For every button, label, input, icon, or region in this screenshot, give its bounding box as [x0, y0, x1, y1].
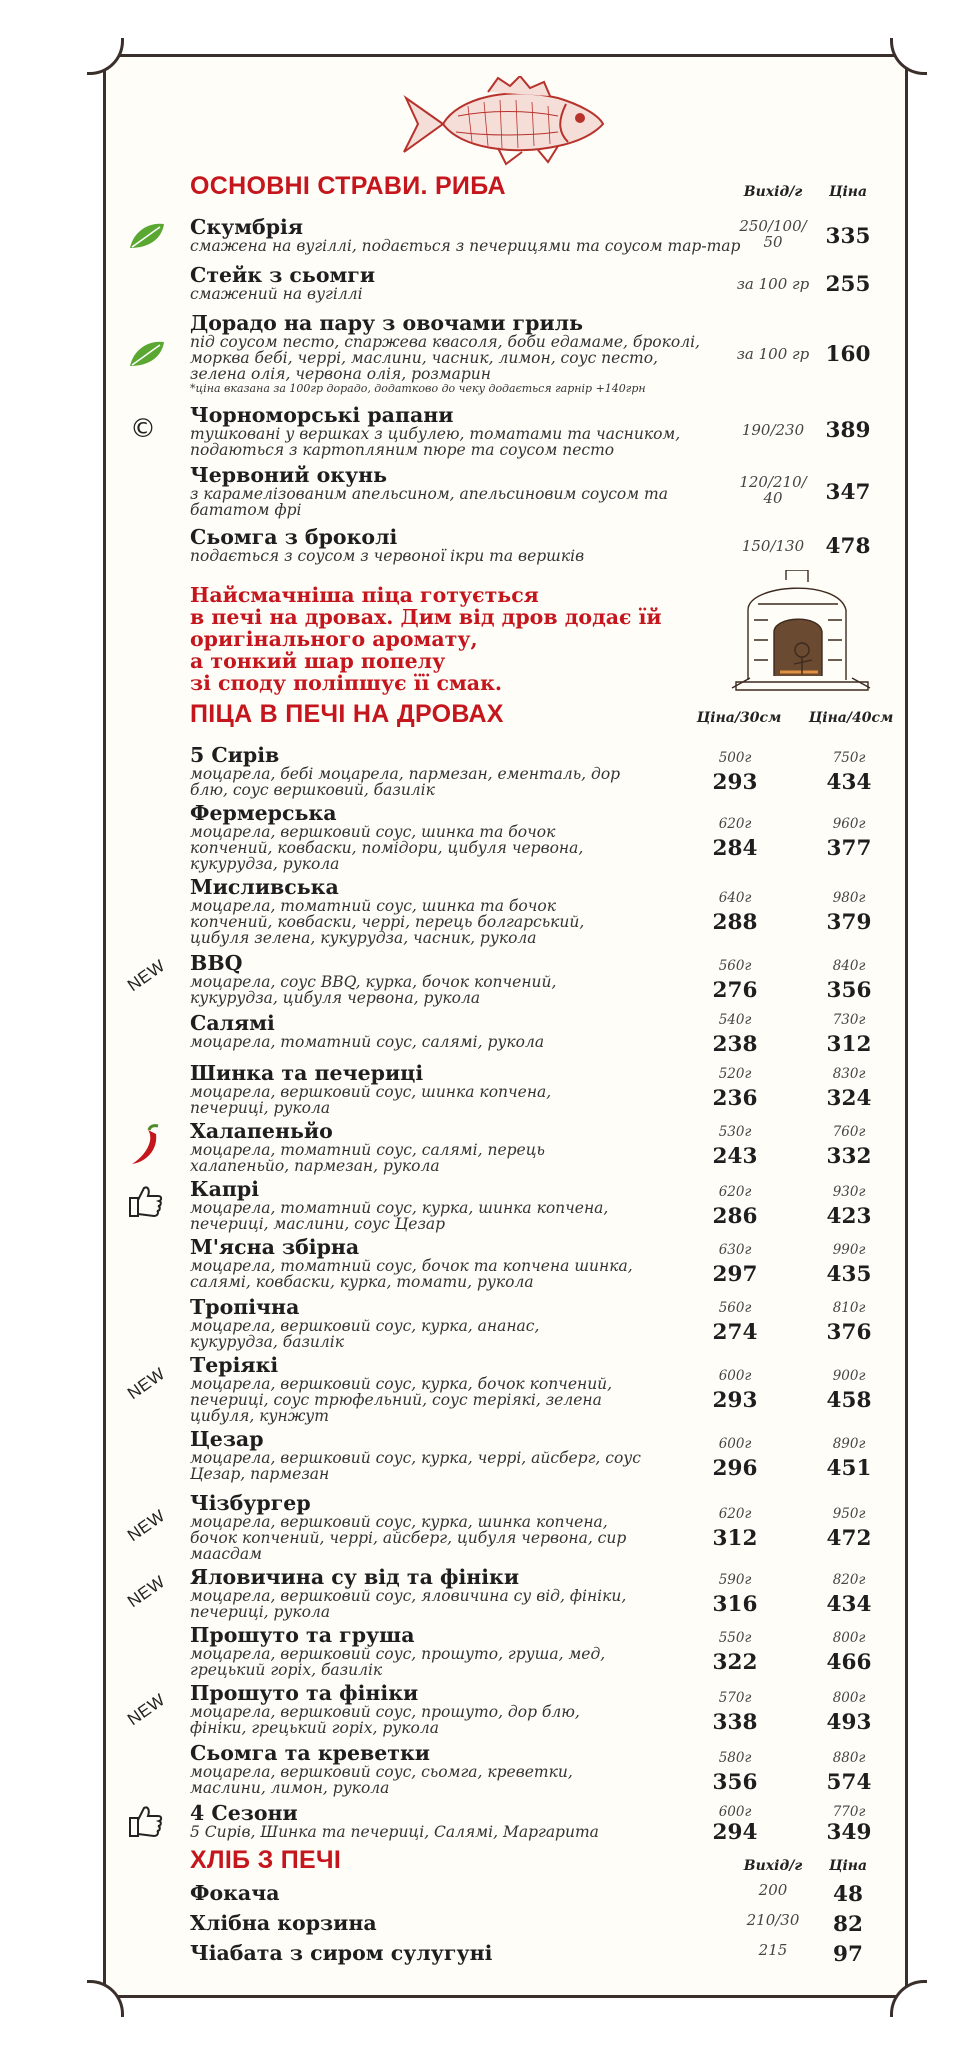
pizza-item — [190, 1682, 580, 1736]
item-desc: 5 Сирів, Шинка та печериці, Салямі, Маргарита — [190, 1823, 599, 1841]
item-price: 82 — [833, 1912, 863, 1937]
item-name: Хлібна корзина — [190, 1911, 377, 1935]
weight-30: 630г — [718, 1242, 752, 1258]
pizza-item — [190, 1354, 612, 1424]
item-price: 347 — [825, 480, 871, 505]
price-40: 472 — [826, 1526, 872, 1551]
item-price: 97 — [833, 1942, 863, 1967]
price-30: 356 — [712, 1770, 758, 1795]
weight-30: 500г — [718, 750, 752, 766]
weight-40: 810г — [832, 1300, 866, 1316]
item-desc: моцарела, вершковий соус, сьомга, креветки, маслини, лимон, рукола — [190, 1763, 573, 1797]
item-name: М'ясна збірна — [190, 1235, 360, 1259]
price-30: 294 — [712, 1820, 758, 1845]
weight-30: 570г — [718, 1690, 752, 1706]
pizza-item — [190, 1120, 545, 1174]
promo-text: Найсмачніша піца готується в печі на дровах. Дим від дров додає їй оригінального аромату, а тонкий шар попелу зі споду поліпшує її смак. — [190, 583, 662, 695]
item-name: Яловичина су від та фініки — [190, 1565, 520, 1589]
weight-40: 750г — [832, 750, 866, 766]
price-40: 379 — [826, 910, 872, 935]
item-desc: моцарела, томатний соус, шинка та бочок копчений, ковбаски, черрі, перець болгарський, цибуля зелена, кукурудза, часник, рукола — [190, 897, 585, 947]
item-name: Шинка та печериці — [190, 1061, 424, 1085]
item-weight: 190/230 — [741, 421, 805, 439]
price-30: 296 — [712, 1456, 758, 1481]
item-name: Капрі — [190, 1177, 260, 1201]
price-30: 276 — [712, 978, 758, 1003]
weight-30: 640г — [718, 890, 752, 906]
item-name: BBQ — [190, 951, 243, 975]
price-30: 316 — [712, 1592, 758, 1617]
weight-30: 560г — [718, 1300, 752, 1316]
price-40: 376 — [826, 1320, 872, 1345]
item-weight: 120/210/ 40 — [739, 473, 807, 507]
pizza-item — [190, 744, 620, 798]
thumbs-up-icon — [128, 1804, 164, 1838]
item-desc: з карамелізованим апельсином, апельсиновим соусом та бататом фрі — [190, 485, 668, 519]
pizza-item — [190, 1566, 626, 1620]
weight-40: 900г — [832, 1368, 866, 1384]
weight-40: 730г — [832, 1012, 866, 1028]
price-40: 324 — [826, 1086, 872, 1111]
weight-40: 890г — [832, 1436, 866, 1452]
item-name: Теріякі — [190, 1353, 279, 1377]
item-name: Скумбрія — [190, 215, 303, 239]
item-desc: моцарела, вершковий соус, курка, ананас, кукурудза, базилік — [190, 1317, 540, 1351]
item-desc: подається з соусом з червоної ікри та вершків — [190, 547, 585, 565]
item-name: 4 Сезони — [190, 1801, 298, 1825]
thumbs-up-icon — [128, 1184, 164, 1218]
item-weight: 150/130 — [741, 537, 805, 555]
weight-40: 880г — [832, 1750, 866, 1766]
price-30: 322 — [712, 1650, 758, 1675]
fish-item — [190, 216, 740, 254]
item-weight: за 100 гр — [736, 345, 810, 363]
new-badge: NEW — [123, 1572, 169, 1612]
weight-40: 980г — [832, 890, 866, 906]
weight-30: 620г — [718, 1184, 752, 1200]
price-40: 332 — [826, 1144, 872, 1169]
price-40: 423 — [826, 1204, 872, 1229]
weight-30: 580г — [718, 1750, 752, 1766]
item-desc: моцарела, вершковий соус, прошуто, дор блю, фініки, грецький горіх, рукола — [190, 1703, 580, 1737]
pizza-item — [190, 1624, 605, 1678]
price-40: 356 — [826, 978, 872, 1003]
item-name: 5 Сирів — [190, 743, 280, 767]
new-badge: NEW — [123, 956, 169, 996]
col-price-header: Ціна — [828, 184, 868, 200]
item-desc: моцарела, вершковий соус, курка, черрі, айсберг, соус Цезар, пармезан — [190, 1449, 641, 1483]
pizza-item — [190, 1062, 551, 1116]
wood-oven-illustration-icon — [728, 570, 874, 694]
bread-item — [190, 1942, 492, 1964]
new-badge: NEW — [123, 1506, 169, 1546]
weight-30: 550г — [718, 1630, 752, 1646]
item-name: Салямі — [190, 1011, 275, 1035]
item-name: Дорадо на пару з овочами гриль — [190, 311, 584, 335]
col-weight-header: Вихід/г — [743, 184, 803, 200]
item-price: 335 — [825, 224, 871, 249]
item-weight: 210/30 — [746, 1911, 800, 1929]
price-40: 312 — [826, 1032, 872, 1057]
price-40: 434 — [826, 1592, 872, 1617]
price-40: 435 — [826, 1262, 872, 1287]
weight-40: 800г — [832, 1690, 866, 1706]
weight-40: 820г — [832, 1572, 866, 1588]
weight-30: 620г — [718, 1506, 752, 1522]
weight-30: 600г — [718, 1804, 752, 1820]
item-desc: моцарела, бебі моцарела, пармезан, ементаль, дор блю, соус вершковий, базилік — [190, 765, 621, 799]
pizza-item — [190, 802, 583, 872]
item-desc: смажений на вугіллі — [190, 285, 363, 303]
item-price: 160 — [825, 342, 871, 367]
item-price: 255 — [825, 272, 871, 297]
item-name: Мисливська — [190, 875, 339, 899]
pizza-item — [190, 1802, 599, 1840]
price-40: 493 — [826, 1710, 872, 1735]
price-40: 434 — [826, 770, 872, 795]
item-name: Фермерська — [190, 801, 337, 825]
item-desc: моцарела, вершковий соус, курка, бочок копчений, печериці, соус трюфельний, соус теріякі, зелена цибуля, кунжут — [190, 1375, 613, 1425]
item-name: Цезар — [190, 1427, 264, 1451]
item-weight: за 100 гр — [736, 275, 810, 293]
col-weight-header: Вихід/г — [743, 1858, 803, 1874]
item-desc: моцарела, вершковий соус, шинка копчена, печериці, рукола — [190, 1083, 552, 1117]
item-name: Прошуто та груша — [190, 1623, 415, 1647]
weight-40: 830г — [832, 1066, 866, 1082]
col-price-header: Ціна — [828, 1858, 868, 1874]
weight-40: 770г — [832, 1804, 866, 1820]
weight-30: 600г — [718, 1436, 752, 1452]
price-30: 288 — [712, 910, 758, 935]
item-name: Сьомга з броколі — [190, 525, 398, 549]
item-name: Тропічна — [190, 1295, 300, 1319]
price-30: 312 — [712, 1526, 758, 1551]
pizza-item — [190, 1236, 633, 1290]
item-note: *ціна вказана за 100гр дорадо, додатково до чеку додається гарнір +140грн — [190, 382, 646, 395]
item-desc: моцарела, томатний соус, салямі, перець халапеньйо, пармезан, рукола — [190, 1141, 545, 1175]
fish-item — [190, 264, 375, 302]
item-price: 389 — [825, 418, 871, 443]
price-30: 238 — [712, 1032, 758, 1057]
price-30: 236 — [712, 1086, 758, 1111]
copyright-icon: © — [130, 414, 156, 444]
weight-30: 620г — [718, 816, 752, 832]
item-name: Стейк з сьомги — [190, 263, 376, 287]
col-price-30-header: Ціна/30см — [696, 710, 782, 726]
price-40: 451 — [826, 1456, 872, 1481]
price-30: 293 — [712, 1388, 758, 1413]
weight-40: 960г — [832, 816, 866, 832]
leaf-icon — [128, 222, 166, 250]
item-desc: моцарела, вершковий соус, прошуто, груша, мед, грецький горіх, базилік — [190, 1645, 606, 1679]
weight-30: 590г — [718, 1572, 752, 1588]
item-price: 48 — [833, 1882, 863, 1907]
weight-30: 540г — [718, 1012, 752, 1028]
pizza-item — [190, 1742, 573, 1796]
item-name: Чорноморські рапани — [190, 403, 454, 427]
pizza-item — [190, 1296, 539, 1350]
weight-40: 950г — [832, 1506, 866, 1522]
leaf-icon — [128, 340, 166, 368]
price-30: 274 — [712, 1320, 758, 1345]
weight-30: 530г — [718, 1124, 752, 1140]
price-30: 284 — [712, 836, 758, 861]
weight-40: 760г — [832, 1124, 866, 1140]
price-40: 574 — [826, 1770, 872, 1795]
item-name: Сьомга та креветки — [190, 1741, 430, 1765]
new-badge: NEW — [123, 1690, 169, 1730]
new-badge: NEW — [123, 1364, 169, 1404]
item-weight: 215 — [758, 1941, 788, 1959]
fish-illustration-icon — [398, 76, 608, 168]
col-price-40-header: Ціна/40см — [808, 710, 894, 726]
price-30: 297 — [712, 1262, 758, 1287]
item-name: Чіабата з сиром сулугуні — [190, 1941, 493, 1965]
price-40: 349 — [826, 1820, 872, 1845]
bread-item — [190, 1882, 280, 1904]
item-name: Фокача — [190, 1881, 280, 1905]
pizza-item — [190, 1178, 608, 1232]
item-desc: моцарела, вершковий соус, яловичина су від, фініки, печериці, рукола — [190, 1587, 627, 1621]
weight-30: 600г — [718, 1368, 752, 1384]
item-name: Халапеньйо — [190, 1119, 333, 1143]
pizza-item — [190, 1492, 626, 1562]
pizza-item — [190, 1428, 641, 1482]
item-price: 478 — [825, 534, 871, 559]
weight-30: 560г — [718, 958, 752, 974]
item-desc: моцарела, томатний соус, курка, шинка копчена, печериці, маслини, соус Цезар — [190, 1199, 609, 1233]
pizza-item — [190, 1012, 544, 1050]
bread-section-title: ХЛІБ З ПЕЧІ — [190, 1846, 342, 1874]
item-name: Червоний окунь — [190, 463, 388, 487]
chili-pepper-icon — [128, 1124, 162, 1168]
weight-40: 800г — [832, 1630, 866, 1646]
price-30: 286 — [712, 1204, 758, 1229]
weight-40: 990г — [832, 1242, 866, 1258]
item-desc: моцарела, томатний соус, салямі, рукола — [190, 1033, 545, 1051]
item-desc: моцарела, вершковий соус, курка, шинка копчена, бочок копчений, черрі, айсберг, цибуля червона, сир маасдам — [190, 1513, 627, 1563]
item-name: Чізбургер — [190, 1491, 311, 1515]
item-name: Прошуто та фініки — [190, 1681, 419, 1705]
pizza-item — [190, 876, 584, 946]
price-40: 458 — [826, 1388, 872, 1413]
pizza-section-title: ПІЦА В ПЕЧІ НА ДРОВАХ — [190, 700, 504, 728]
item-desc: під соусом песто, спаржева квасоля, боби едамаме, броколі, морква бебі, черрі, маслини, часник, лимон, соус песто, зелена олія, червона олія, розмарин — [190, 333, 700, 383]
item-desc: смажена на вугіллі, подається з печерицями та соусом тар-тар — [190, 237, 741, 255]
fish-item — [190, 404, 680, 458]
price-30: 338 — [712, 1710, 758, 1735]
item-weight: 250/100/ 50 — [739, 217, 807, 251]
fish-item — [190, 526, 584, 564]
item-desc: моцарела, соус BBQ, курка, бочок копчений, кукурудза, цибуля червона, рукола — [190, 973, 557, 1007]
fish-section-title: ОСНОВНІ СТРАВИ. РИБА — [190, 172, 506, 200]
fish-item — [190, 464, 668, 518]
item-desc: моцарела, вершковий соус, шинка та бочок копчений, ковбаски, помідори, цибуля червона, кукурудза, рукола — [190, 823, 584, 873]
price-30: 293 — [712, 770, 758, 795]
price-30: 243 — [712, 1144, 758, 1169]
bread-item — [190, 1912, 377, 1934]
weight-30: 520г — [718, 1066, 752, 1082]
item-desc: моцарела, томатний соус, бочок та копчена шинка, салямі, ковбаски, курка, томати, рукола — [190, 1257, 633, 1291]
price-40: 377 — [826, 836, 872, 861]
price-40: 466 — [826, 1650, 872, 1675]
item-desc: тушковані у вершках з цибулею, томатами та часником, подаються з картопляним пюре та соусом песто — [190, 425, 681, 459]
weight-40: 930г — [832, 1184, 866, 1200]
weight-40: 840г — [832, 958, 866, 974]
pizza-item — [190, 952, 556, 1006]
fish-item — [190, 312, 700, 396]
item-weight: 200 — [758, 1881, 788, 1899]
